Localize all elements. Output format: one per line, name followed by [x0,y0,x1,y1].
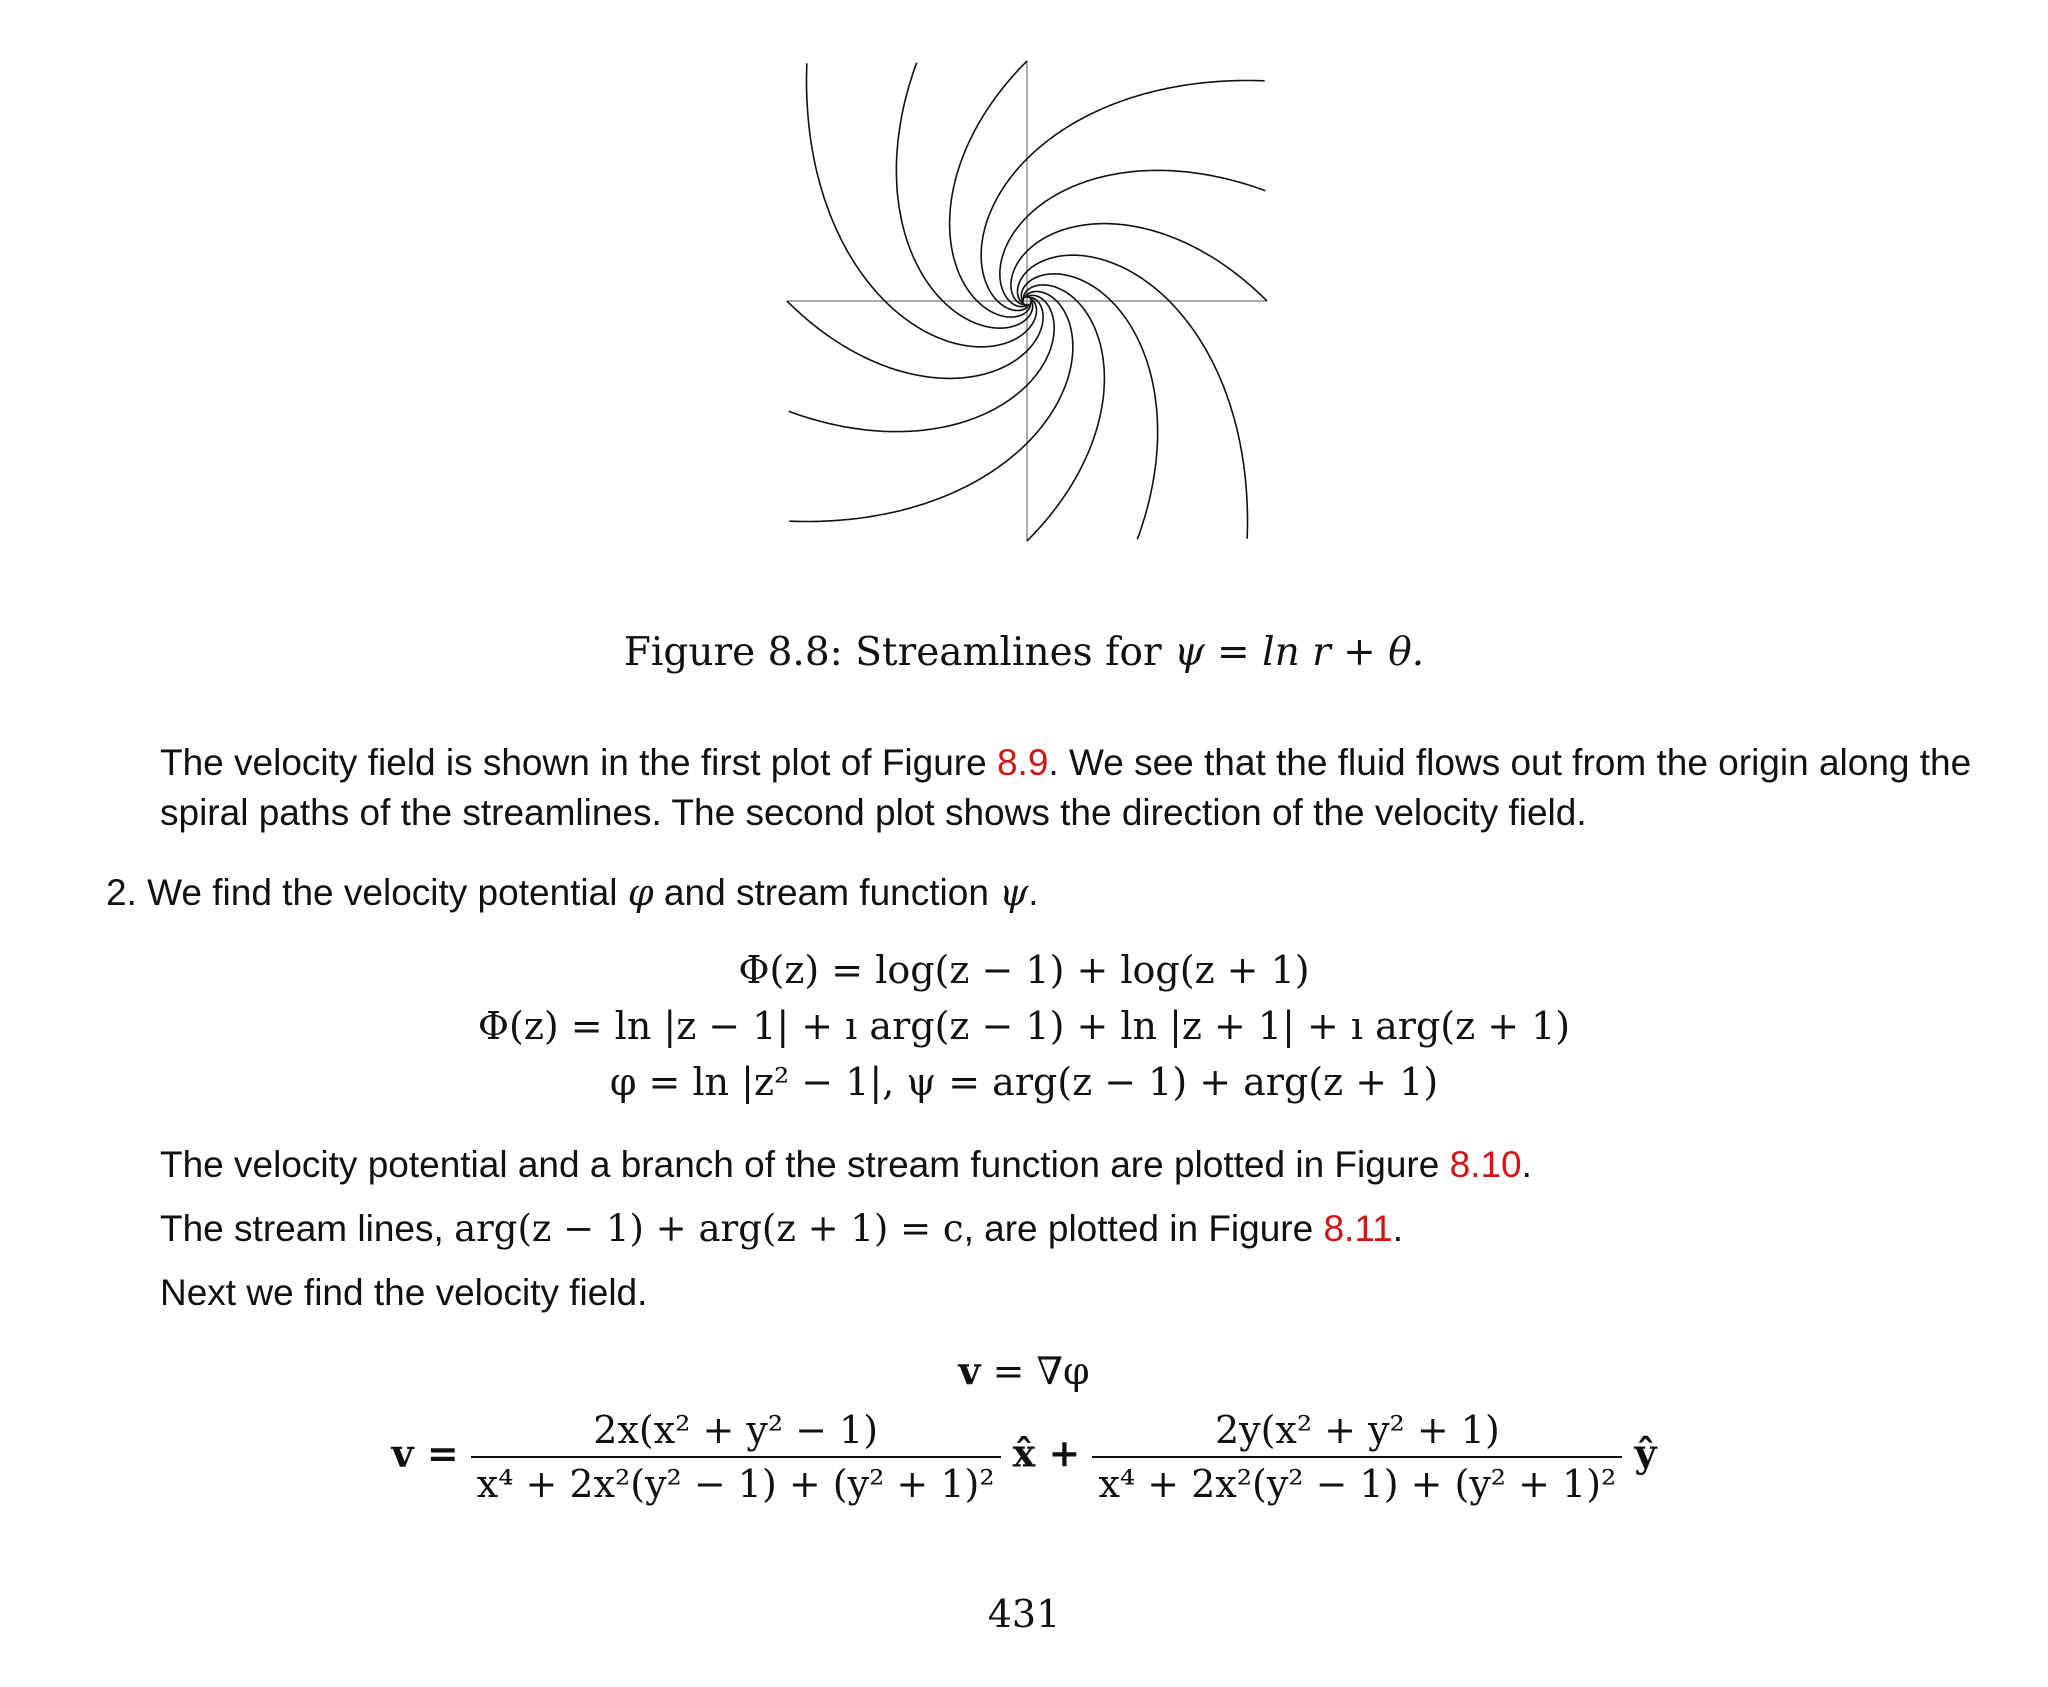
item2-text-a: We find the velocity potential [147,872,628,913]
page-number: 431 [987,1592,1061,1636]
item2-text-b: and stream function [653,872,1000,913]
streamline-curve [1021,274,1157,540]
streamlines-figure [782,56,1272,546]
paragraph-next: Next we find the velocity field. [160,1272,648,1313]
x-denominator: x⁴ + 2x²(y² − 1) + (y² + 1)² [476,1462,995,1506]
figure-8-9-link[interactable]: 8.9 [996,742,1049,783]
paragraph1-text-a: The velocity field is shown in the first plot of Figure [160,742,997,783]
figure-axes [787,61,1267,541]
y-numerator: 2y(x² + y² + 1) [1092,1408,1622,1458]
equation-complex-potential-expanded: Φ(z) = ln |z − 1| + ı arg(z − 1) + ln |z + 1| + ı arg(z + 1) [477,1004,1571,1048]
equation-velocity-field [0,1408,2048,1506]
streamline-curve [1011,224,1267,305]
figure-8-10-link[interactable]: 8.10 [1449,1144,1522,1185]
paragraph2-text-b: . [1521,1144,1532,1185]
y-denominator: x⁴ + 2x²(y² − 1) + (y² + 1)² [1098,1462,1617,1506]
psi-symbol: ψ [999,871,1029,914]
streamline-curve [1024,285,1105,541]
paragraph3-text-b: , are plotted in Figure [963,1208,1324,1249]
item-number: 2. [106,872,137,913]
caption-text: Streamlines for [855,630,1162,675]
velocity-vector: v [958,1348,981,1393]
velocity-lhs: v = [391,1430,459,1476]
paragraph1-text-b: . We see that the fluid flows out from the origin along the spiral paths of the streamlines. The second plot shows the direction of the velocity field. [160,742,1972,833]
paragraph3-text-c: . [1392,1208,1404,1249]
figure-caption [0,630,2048,675]
y-component-fraction [1092,1408,1622,1506]
x-component-fraction [471,1408,1001,1506]
stream-lines-math: arg(z − 1) + arg(z + 1) = c [454,1207,964,1250]
equation-phi-psi: φ = ln |z² − 1|, ψ = arg(z − 1) + arg(z + 1) [609,1060,1439,1104]
streamline-curve [896,63,1032,329]
figure-8-11-link[interactable]: 8.11 [1323,1208,1393,1249]
gradient-rhs: = ∇φ [992,1349,1090,1393]
streamline-curve [950,61,1031,317]
streamline-curve [1000,170,1266,306]
phi-symbol: φ [627,871,654,914]
paragraph-potential-plot [160,1140,2000,1190]
paragraph-velocity-field [160,738,2000,838]
paragraph3-text-a: The stream lines, [160,1208,455,1249]
equation-complex-potential: Φ(z) = log(z − 1) + log(z + 1) [738,948,1310,992]
paragraph-stream-lines [160,1204,2000,1254]
caption-math: ψ = ln r + θ. [1174,630,1425,675]
streamline-curve [789,295,1054,431]
paragraph2-text-a: The velocity potential and a branch of the stream function are plotted in Figure [160,1144,1450,1185]
caption-prefix: Figure 8.8: [623,630,843,675]
y-unit-vector: ŷ [1634,1430,1657,1476]
item2-text-c: . [1028,872,1039,913]
streamline-curve [787,298,1043,379]
x-numerator: 2x(x² + y² − 1) [471,1408,1001,1458]
equation-gradient [0,1348,2048,1393]
list-item-2 [106,868,1946,918]
x-unit-vector: x̂ + [1012,1430,1081,1476]
